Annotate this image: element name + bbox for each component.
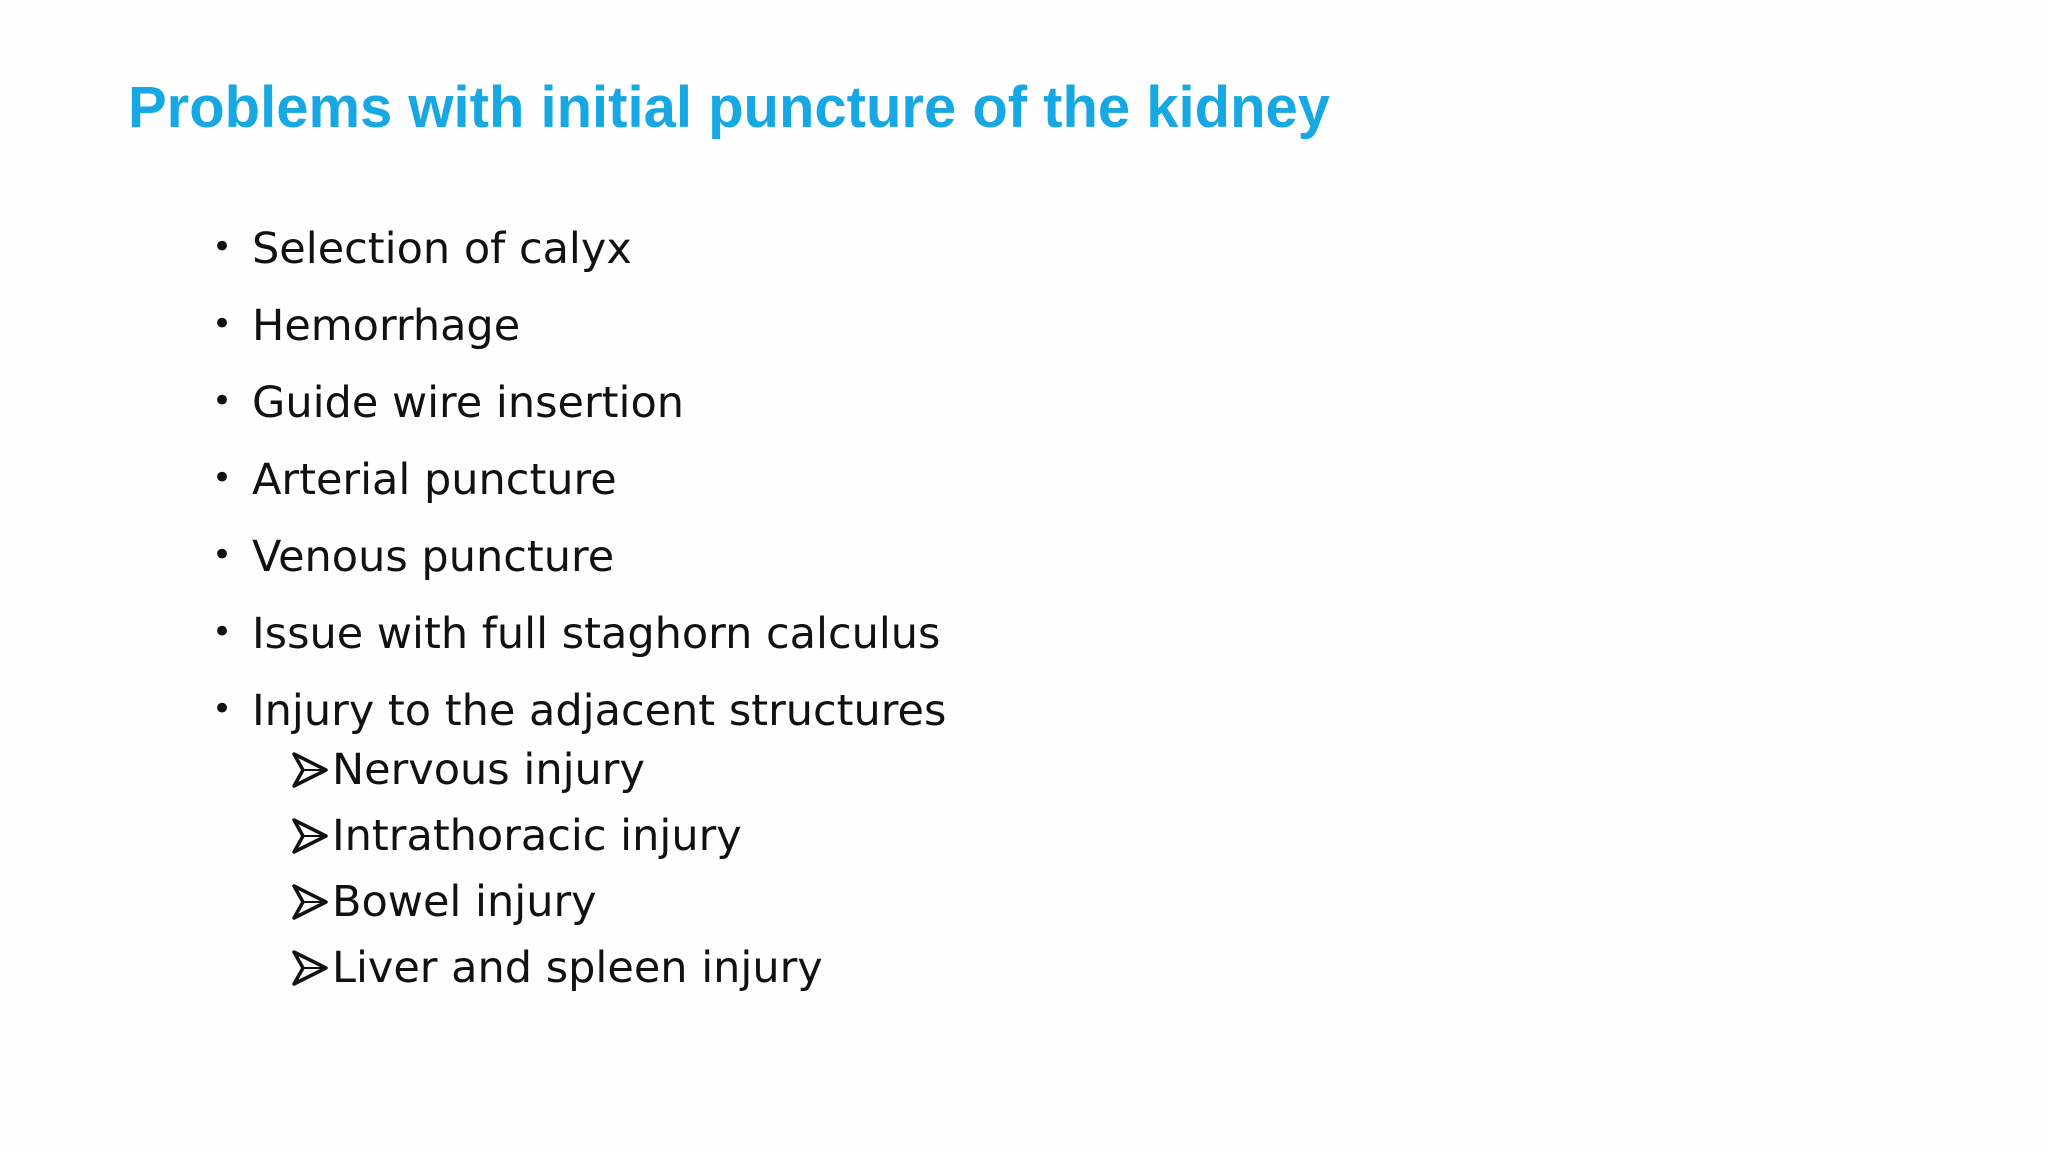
bullet-list bbox=[212, 210, 946, 749]
sub-bullet-list bbox=[290, 737, 823, 1001]
slide-title: Problems with initial puncture of the kidney bbox=[128, 75, 1331, 140]
bullet-dot-icon: • bbox=[212, 226, 233, 267]
arrowhead-icon bbox=[290, 948, 330, 988]
arrowhead-icon bbox=[290, 750, 330, 790]
bullet-dot-icon: • bbox=[212, 534, 233, 575]
list-item bbox=[212, 441, 946, 518]
sub-list-item bbox=[290, 737, 823, 803]
bullet-dot-icon: • bbox=[212, 611, 233, 652]
list-item bbox=[212, 287, 946, 364]
bullet-text: Arterial puncture bbox=[252, 454, 617, 505]
bullet-text: Selection of calyx bbox=[252, 223, 632, 274]
sub-bullet-text: Bowel injury bbox=[332, 877, 597, 927]
sub-list-item bbox=[290, 935, 823, 1001]
bullet-text: Injury to the adjacent structures bbox=[252, 685, 947, 736]
sub-bullet-text: Intrathoracic injury bbox=[332, 811, 742, 861]
bullet-dot-icon: • bbox=[212, 380, 233, 421]
sub-list-item bbox=[290, 869, 823, 935]
sub-list-item bbox=[290, 803, 823, 869]
bullet-dot-icon: • bbox=[212, 688, 233, 729]
bullet-dot-icon: • bbox=[212, 303, 233, 344]
arrowhead-icon bbox=[290, 816, 330, 856]
list-item bbox=[212, 364, 946, 441]
list-item bbox=[212, 210, 946, 287]
list-item bbox=[212, 518, 946, 595]
sub-bullet-text: Nervous injury bbox=[332, 745, 645, 795]
sub-bullet-text: Liver and spleen injury bbox=[332, 943, 823, 993]
bullet-text: Guide wire insertion bbox=[252, 377, 685, 428]
bullet-text: Venous puncture bbox=[252, 531, 615, 582]
list-item bbox=[212, 595, 946, 672]
bullet-text: Hemorrhage bbox=[252, 300, 521, 351]
bullet-dot-icon: • bbox=[212, 457, 233, 498]
arrowhead-icon bbox=[290, 882, 330, 922]
bullet-text: Issue with full staghorn calculus bbox=[252, 608, 941, 659]
